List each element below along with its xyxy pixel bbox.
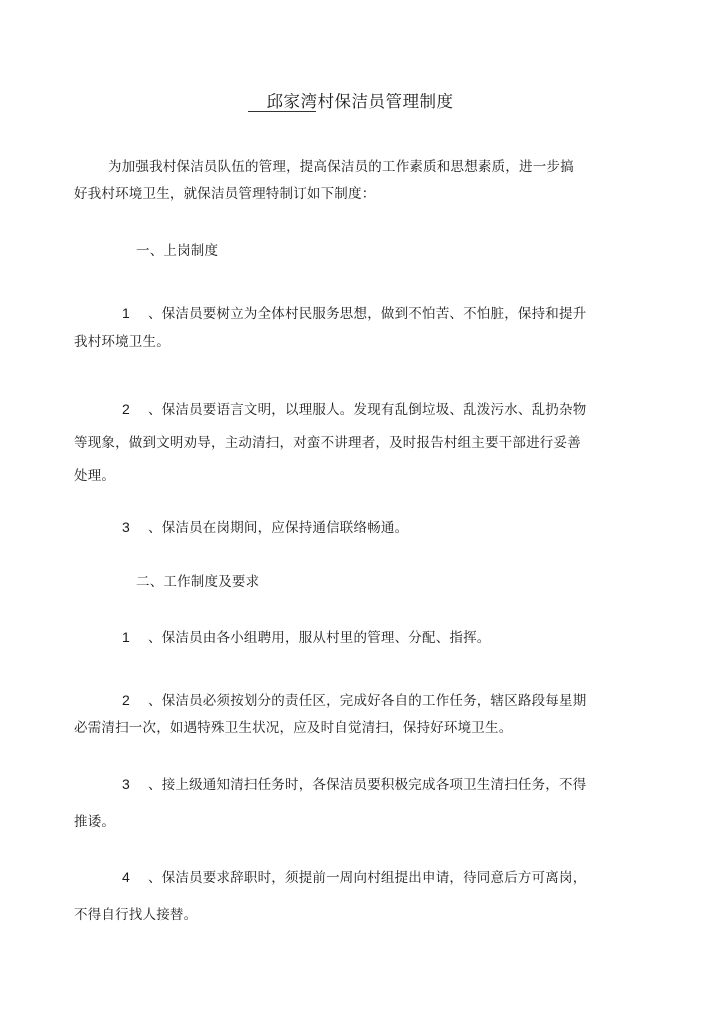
section-2-item-2 bbox=[122, 689, 586, 709]
item-text: 、保洁员要树立为全体村民服务思想，做到不怕苦、不怕脏，保持和提升 bbox=[148, 306, 587, 322]
item-number: 3 bbox=[122, 519, 130, 535]
title-underline bbox=[248, 111, 316, 112]
section-2-item-3 bbox=[122, 773, 586, 793]
section-2-item-4-cont: 不得自行找人接替。 bbox=[74, 907, 198, 923]
item-number: 1 bbox=[122, 629, 130, 645]
item-text: 、保洁员由各小组聘用，服从村里的管理、分配、指挥。 bbox=[148, 630, 491, 646]
section-1-item-3 bbox=[122, 516, 408, 536]
section-1-heading: 一、上岗制度 bbox=[136, 243, 219, 259]
section-1-item-2-cont-2: 处理。 bbox=[74, 468, 116, 484]
section-2-item-3-cont: 推诿。 bbox=[74, 814, 116, 830]
item-text: 、保洁员要语言文明，以理服人。发现有乱倒垃圾、乱泼污水、乱扔杂物 bbox=[148, 402, 587, 418]
section-1-item-1 bbox=[122, 302, 586, 322]
item-text: 、保洁员要求辞职时，须提前一周向村组提出申请，待同意后方可离岗， bbox=[148, 870, 587, 886]
item-number: 3 bbox=[122, 776, 130, 792]
section-2-item-4 bbox=[122, 866, 586, 886]
section-1-item-2 bbox=[122, 398, 586, 418]
item-text: 、保洁员必须按划分的责任区，完成好各自的工作任务，辖区路段每星期 bbox=[148, 693, 587, 709]
item-text: 、保洁员在岗期间，应保持通信联络畅通。 bbox=[148, 520, 409, 536]
intro-line-2: 好我村环境卫生，就保洁员管理特制订如下制度： bbox=[74, 186, 376, 202]
document-title: 邱家湾村保洁员管理制度 bbox=[266, 92, 454, 111]
item-number: 4 bbox=[122, 869, 130, 885]
section-1-item-2-cont-1: 等现象，做到文明劝导，主动清扫，对蛮不讲理者，及时报告村组主要干部进行妥善 bbox=[74, 435, 581, 451]
section-2-item-1 bbox=[122, 626, 491, 646]
section-1-item-1-cont: 我村环境卫生。 bbox=[74, 334, 170, 350]
section-2-item-2-cont: 必需清扫一次，如遇特殊卫生状况，应及时自觉清扫，保持好环境卫生。 bbox=[74, 720, 513, 736]
item-number: 2 bbox=[122, 692, 130, 708]
item-number: 1 bbox=[122, 305, 130, 321]
section-2-heading: 二、工作制度及要求 bbox=[136, 574, 260, 590]
intro-line-1: 为加强我村保洁员队伍的管理，提高保洁员的工作素质和思想素质，进一步搞 bbox=[108, 159, 574, 175]
item-number: 2 bbox=[122, 401, 130, 417]
item-text: 、接上级通知清扫任务时，各保洁员要积极完成各项卫生清扫任务，不得 bbox=[148, 777, 587, 793]
